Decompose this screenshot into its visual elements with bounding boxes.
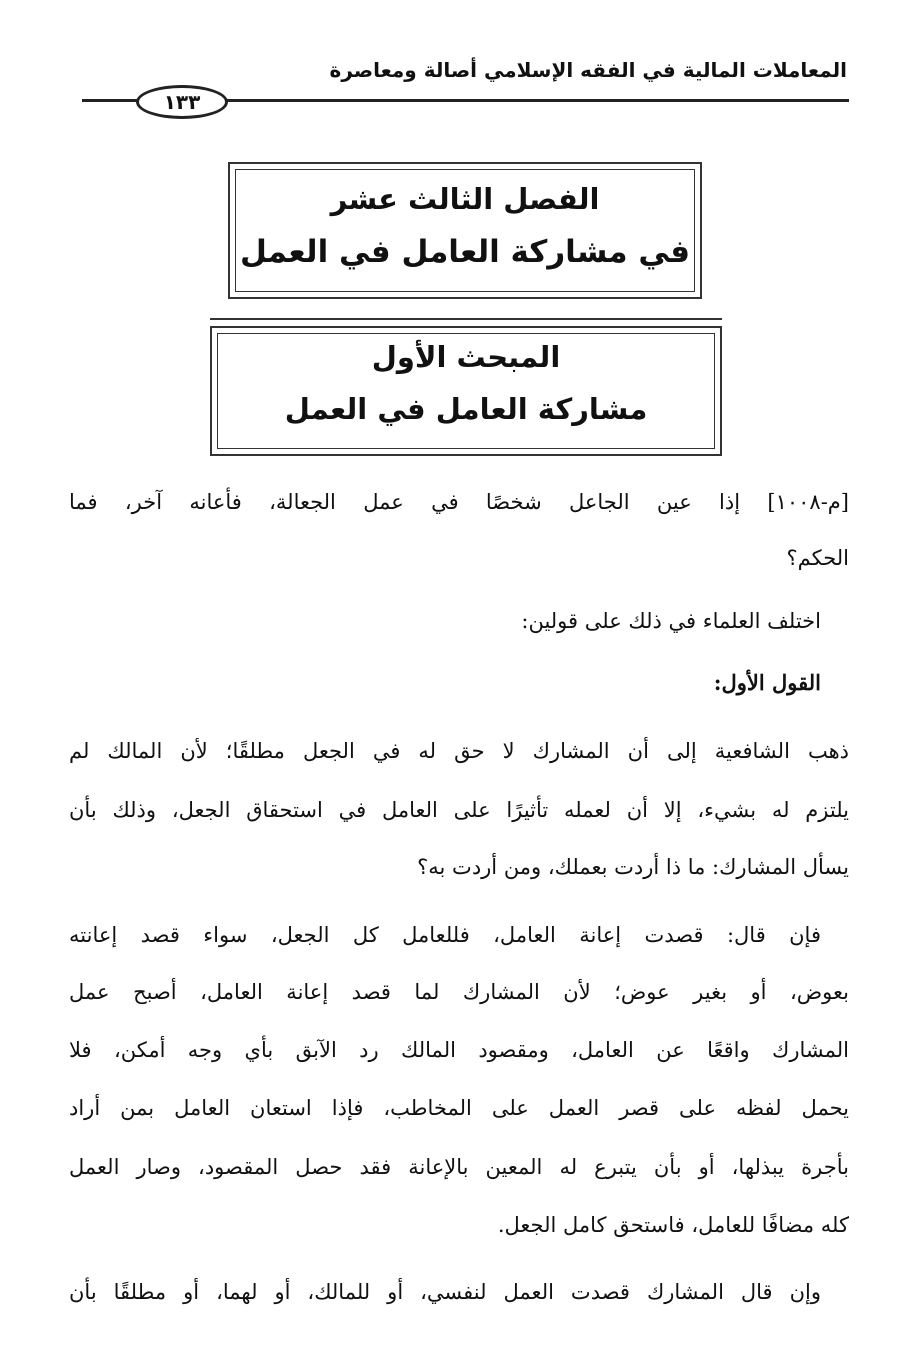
body-line: فإن قال: قصدت إعانة العامل، فللعامل كل الجعل، سواء قصد إعانته [69,923,821,947]
body-line: المشارك واقعًا عن العامل، ومقصود المالك رد الآبق بأي وجه أمكن، فلا [69,1038,849,1062]
body-line: وإن قال المشارك قصدت العمل لنفسي، أو للمالك، أو لهما، أو مطلقًا بأن [69,1280,821,1304]
chapter-title-box [228,162,702,299]
body-line: الحكم؟ [786,546,849,570]
body-line: [م-١٠٠٨] إذا عين الجاعل شخصًا في عمل الجعالة، فأعانه آخر، فما [69,490,849,514]
section-subject-title: مشاركة العامل في العمل [284,392,648,426]
body-line: بعوض، أو بغير عوض؛ لأن المشارك لما قصد إعانة العامل، أصبح عمل [69,980,849,1004]
running-header-title: المعاملات المالية في الفقه الإسلامي أصالة ومعاصرة [329,58,847,82]
body-line: ذهب الشافعية إلى أن المشارك لا حق له في الجعل مطلقًا؛ لأن المالك لم [69,739,849,763]
body-line: يسأل المشارك: ما ذا أردت بعملك، ومن أردت به؟ [417,855,849,879]
body-line: كله مضافًا للعامل، فاستحق كامل الجعل. [497,1213,849,1237]
section-title-box [210,326,722,456]
section-top-rule [210,318,722,320]
subheading-first-opinion: القول الأول: [713,670,821,695]
body-line: يلتزم له بشيء، إلا أن لعمله تأثيرًا على العامل في استحقاق الجعل، وذلك بأن [69,798,849,822]
chapter-number-title: الفصل الثالث عشر [330,182,600,216]
page-number-badge: ١٣٣ [136,85,228,119]
section-number-title: المبحث الأول [371,340,561,374]
body-line: اختلف العلماء في ذلك على قولين: [521,609,821,633]
body-line: يحمل لفظه على قصر العمل على المخاطب، فإذا استعان العامل بمن أراد [69,1096,849,1120]
body-line: بأجرة يبذلها، أو بأن يتبرع له المعين بالإعانة فقد حصل المقصود، وصار العمل [69,1155,849,1179]
chapter-subject-title: في مشاركة العامل في العمل [239,234,691,270]
